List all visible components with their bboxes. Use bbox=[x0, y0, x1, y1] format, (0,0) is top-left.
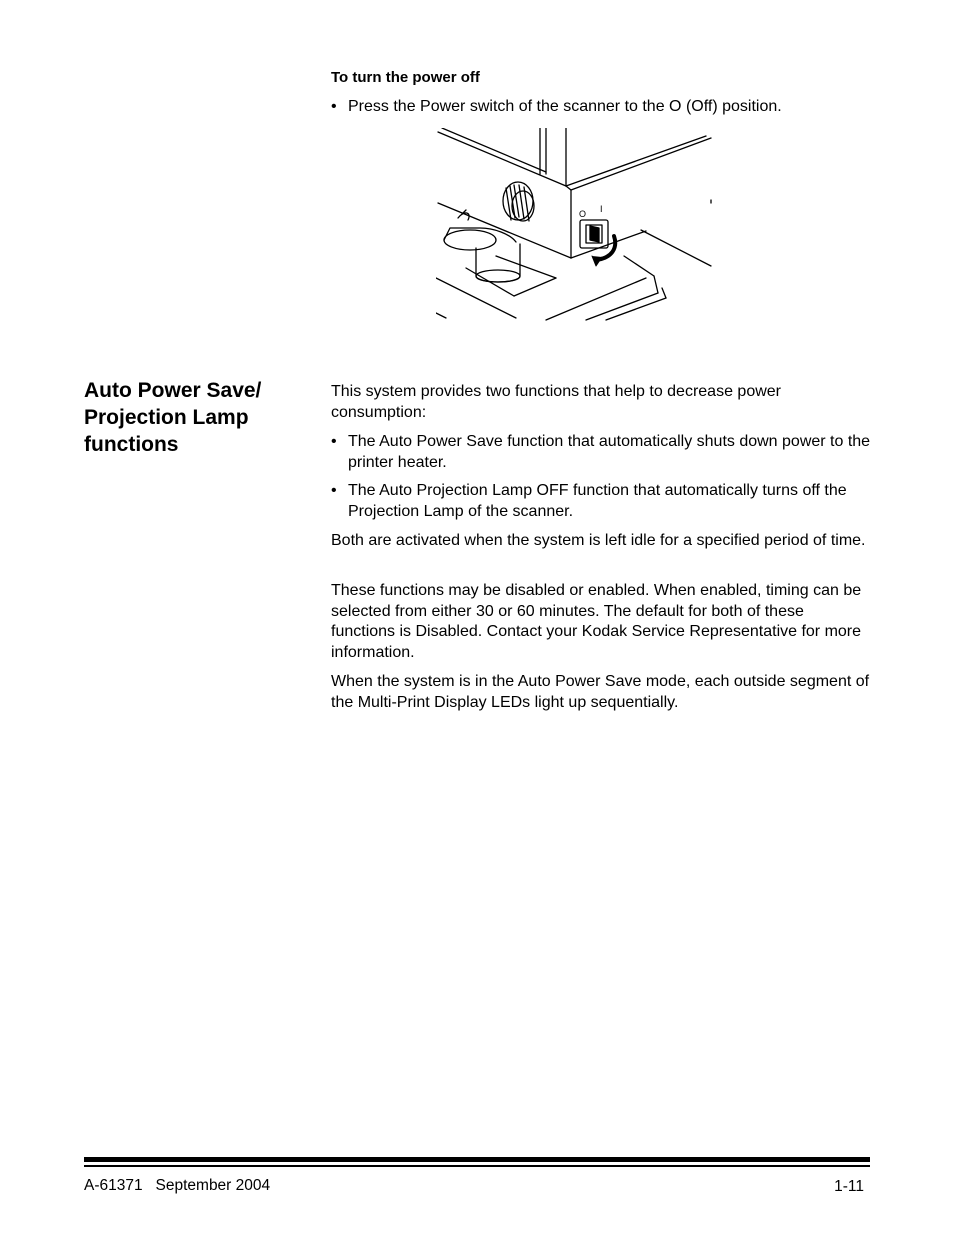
footer-page-number: 1-11 bbox=[834, 1178, 864, 1195]
power-off-step-text: Press the Power switch of the scanner to the O (Off) position. bbox=[348, 98, 782, 115]
section-heading-line-3: functions bbox=[84, 433, 179, 456]
idle-paragraph: Both are activated when the system is left idle for a specified period of time. bbox=[331, 532, 866, 549]
leds-paragraph: When the system is in the Auto Power Save mode, each outside segment of the Multi-Print Display LEDs light up sequentially. bbox=[331, 673, 870, 711]
timing-paragraph: These functions may be disabled or enabled. When enabled, timing can be selected from either 30 or 60 minutes. The default for both of these functions is Disabled. Contact your Kodak Service Representative for more information. bbox=[331, 582, 862, 661]
section-heading-line-2: Projection Lamp bbox=[84, 406, 249, 429]
power-off-step bbox=[331, 97, 871, 118]
footer-rule-thin bbox=[84, 1165, 870, 1167]
footer-doc-id: A-61371 September 2004 bbox=[84, 1177, 271, 1194]
list-item-text: The Auto Projection Lamp OFF function that automatically turns off the Projection Lamp of the scanner. bbox=[348, 482, 847, 520]
section-heading bbox=[84, 377, 304, 458]
intro-paragraph: This system provides two functions that help to decrease power consumption: bbox=[331, 383, 781, 421]
switch-off-label: O bbox=[579, 209, 587, 219]
power-off-heading: To turn the power off bbox=[331, 69, 480, 86]
bullet-marker: • bbox=[331, 98, 337, 115]
switch-on-label: I bbox=[600, 204, 603, 214]
footer-rule-thick bbox=[84, 1157, 870, 1162]
section-heading-line-1: Auto Power Save/ bbox=[84, 379, 262, 402]
list-item bbox=[331, 432, 871, 473]
bullet-marker: • bbox=[331, 482, 337, 499]
list-item-text: The Auto Power Save function that automatically shuts down power to the printer heater. bbox=[348, 433, 871, 471]
bullet-marker: • bbox=[331, 433, 337, 450]
scanner-power-switch-illustration bbox=[436, 128, 716, 323]
list-item bbox=[331, 481, 871, 522]
